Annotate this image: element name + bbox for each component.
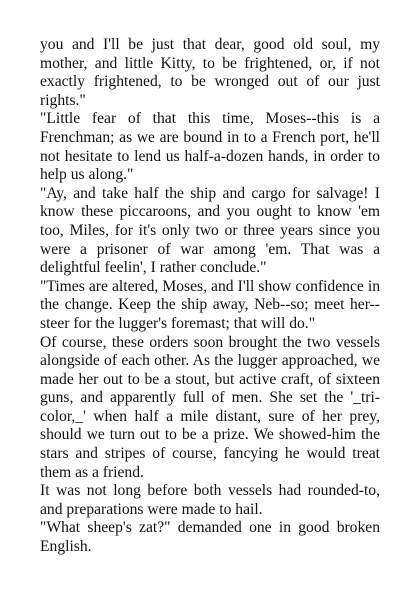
paragraph: "Little fear of that this time, Moses--this is a Frenchman; as we are bound in to a French port, he'll not hesitate to lend us half-a-dozen hands, in order to help us along."	[40, 110, 380, 184]
paragraph: "Ay, and take half the ship and cargo for salvage! I know these piccaroons, and you ought to know 'em too, Miles, for it's only two or three years since you were a prisoner of war among 'em. That was a delightful feelin', I rather conclude."	[40, 184, 380, 277]
paragraph: you and I'll be just that dear, good old soul, my mother, and little Kitty, to be frightened, or, if not exactly frightened, to be wronged out of our just rights."	[40, 36, 380, 109]
page-text	[40, 36, 380, 557]
paragraph: It was not long before both vessels had rounded-to, and preparations were made to hail.	[40, 482, 380, 518]
paragraph: Of course, these orders soon brought the two vessels alongside of each other. As the lugger approached, we made her out to be a stout, but active craft, of sixteen guns, and apparently full of men. She set the '_tri-color,_' when half a mile distant, sure of her prey, should we turn out to be a prize. We showed-him the stars and stripes of course, fancying he would treat them as a friend.	[40, 333, 380, 481]
paragraph: "Times are altered, Moses, and I'll show confidence in the change. Keep the ship away, Neb--so; meet her--steer for the lugger's foremast; that will do."	[40, 277, 380, 332]
paragraph: "What sheep's zat?" demanded one in good broken English.	[40, 519, 380, 556]
